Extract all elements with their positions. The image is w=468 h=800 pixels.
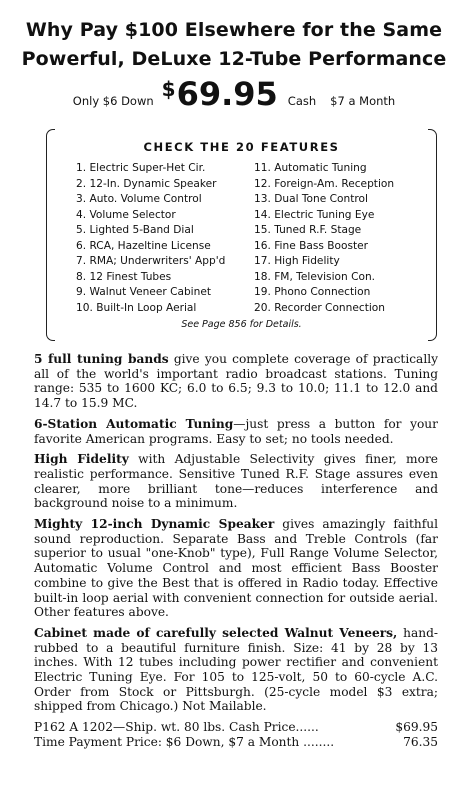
features-title: CHECK THE 20 FEATURES: [143, 140, 340, 154]
order-line-price: $69.95: [395, 720, 438, 735]
monthly-payment: $7 a Month: [330, 94, 396, 108]
feature-item: 20. Recorder Connection: [254, 301, 385, 314]
feature-item: 2. 12-In. Dynamic Speaker: [76, 177, 217, 190]
paragraph-text: hand-rubbed to a beautiful furniture finish. Size: 41 by 28 by 13 inches. With 12 tubes including power rectifier and convenient Electric Tuning Eye. For 105 to 125-volt, 50 to 60-cycle A.C. Order from Stock or Pittsburgh. (25-cycle model $3 extra; shipped from Chicago.) Not Mailable.: [34, 625, 438, 714]
feature-item: 9. Walnut Veneer Cabinet: [76, 286, 212, 298]
feature-item: 14. Electric Tuning Eye: [254, 208, 375, 221]
feature-item: 1. Electric Super-Het Cir.: [76, 162, 206, 174]
feature-item: 3. Auto. Volume Control: [76, 193, 202, 205]
cash-price: [161, 75, 278, 113]
feature-item: 11. Automatic Tuning: [254, 162, 367, 174]
order-line-time-payment: [34, 735, 438, 750]
paragraph-text: give you complete coverage of practically all of the world's important radio broadcast stations. Tuning range: 535 to 1600 KC; 6.0 to 6.5; 9.3 to 10.0; 11.1 to 12.0 and 14.7 to 15.9 MC.: [34, 352, 439, 411]
paragraph-text: —just press a button for your favorite American programs. Easy to set; no tools needed.: [34, 416, 438, 446]
paragraph-lead: High Fidelity: [34, 452, 129, 467]
feature-item: 15. Tuned R.F. Stage: [254, 224, 362, 236]
features-column-2: [254, 161, 394, 316]
paragraph-text: gives amazingly faithful sound reproduction. Separate Bass and Treble Controls (far superior to usual "one-Knob" type), Full Range Volume Selector, Automatic Volume Control and most efficient Bass Booster combine to give the Best that is offered in Radio today. Effective built-in loop aerial with convenient connection for outside aerial. Other features above.: [34, 517, 438, 620]
paragraph-text: with Adjustable Selectivity gives finer, more realistic performance. Sensitive Tuned R.F. Stage assures even clearer, more brilliant tone—reduces interference and background noise to a minimum.: [34, 452, 438, 511]
paragraph-high-fidelity: [34, 452, 438, 511]
right-bracket: [428, 129, 437, 341]
order-line-price: 76.35: [403, 735, 438, 750]
feature-item: 12. Foreign-Am. Reception: [254, 177, 395, 190]
paragraph-lead: 6-Station Automatic Tuning: [34, 416, 234, 431]
feature-item: 4. Volume Selector: [76, 208, 176, 221]
paragraph-lead: 5 full tuning bands: [34, 352, 169, 366]
feature-item: 17. High Fidelity: [254, 255, 340, 267]
feature-item: 6. RCA, Hazeltine License: [76, 239, 211, 252]
order-line-label: P162 A 1202—Ship. wt. 80 lbs. Cash Price......: [34, 720, 319, 735]
paragraph-speaker: [34, 517, 438, 620]
left-bracket: [46, 129, 55, 341]
order-line-label: Time Payment Price: $6 Down, $7 a Month ........: [34, 735, 335, 750]
feature-item: 10. Built-In Loop Aerial: [76, 301, 197, 314]
paragraph-automatic-tuning: [34, 417, 438, 446]
feature-item: 13. Dual Tone Control: [254, 193, 368, 205]
feature-item: 5. Lighted 5-Band Dial: [76, 224, 194, 236]
paragraph-lead: Cabinet made of carefully selected Walnut Veneers,: [34, 625, 398, 640]
headline-line-1: Why Pay $100 Elsewhere for the Same: [25, 19, 443, 41]
down-payment: Only $6 Down: [72, 94, 154, 108]
description-body: [34, 352, 438, 750]
dollar-sign: $: [161, 77, 176, 101]
feature-item: 16. Fine Bass Booster: [254, 239, 369, 252]
feature-item: 7. RMA; Underwriters' App'd: [76, 255, 226, 267]
features-column-1: [76, 161, 225, 316]
cash-label: Cash: [287, 94, 317, 108]
feature-item: 8. 12 Finest Tubes: [76, 270, 172, 283]
details-note: See Page 856 for Details.: [181, 319, 302, 330]
features-box: [46, 129, 437, 341]
order-line-cash: [34, 720, 438, 735]
feature-item: 19. Phono Connection: [254, 286, 371, 298]
paragraph-cabinet: [34, 626, 438, 714]
price-row: [0, 75, 468, 113]
price-value: 69.95: [176, 75, 278, 113]
feature-item: 18. FM, Television Con.: [254, 270, 376, 283]
paragraph-lead: Mighty 12-inch Dynamic Speaker: [34, 517, 275, 532]
paragraph-tuning-bands: [34, 352, 438, 411]
headline-line-2: Powerful, DeLuxe 12-Tube Performance: [21, 48, 447, 70]
